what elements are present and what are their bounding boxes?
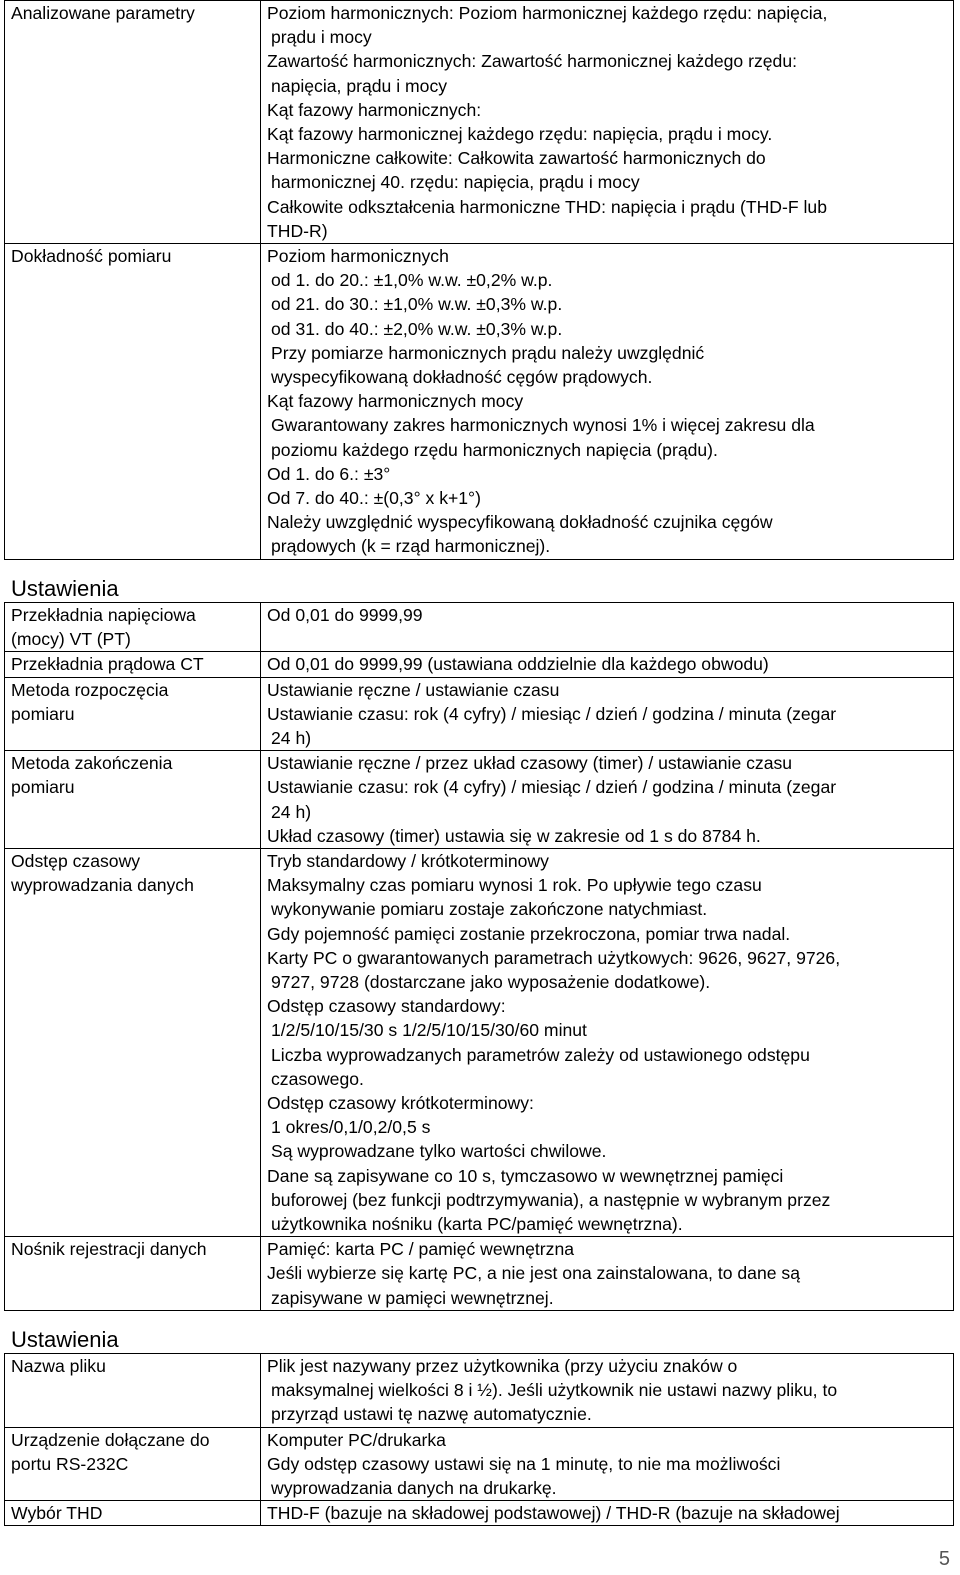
- value-line: Dane są zapisywane co 10 s, tymczasowo w wewnętrznej pamięci: [267, 1165, 784, 1186]
- value-line: Gdy pojemność pamięci zostanie przekroczona, pomiar trwa nadal.: [267, 923, 791, 944]
- value-line: Ustawianie ręczne / przez układ czasowy (timer) / ustawianie czasu: [267, 753, 793, 774]
- row-value-cell: [261, 652, 954, 677]
- value-line: Od 0,01 do 9999,99 (ustawiana oddzielnie dla każdego obwodu): [267, 654, 769, 675]
- table-row: [5, 1237, 954, 1311]
- row-label-cell: [5, 1237, 261, 1311]
- value-line: Należy uwzględnić wyspecyfikowaną dokładność czujnika cęgów: [267, 512, 773, 533]
- value-line: Ustawianie czasu: rok (4 cyfry) / miesiąc / dzień / godzina / minuta (zegar: [267, 777, 837, 798]
- value-line: Odstęp czasowy krótkoterminowy:: [267, 1093, 534, 1114]
- row-value-cell: [261, 244, 954, 560]
- row-label: portu RS-232C: [11, 1453, 129, 1474]
- value-line: Kąt fazowy harmonicznej każdego rzędu: napięcia, prądu i mocy.: [267, 124, 773, 145]
- value-line: 9727, 9728 (dostarczane jako wyposażenie dodatkowe).: [271, 972, 711, 993]
- table-row: [5, 1354, 954, 1428]
- value-line: 1/2/5/10/15/30 s 1/2/5/10/15/30/60 minut: [271, 1020, 587, 1041]
- settings-table: [4, 602, 954, 1311]
- row-label-cell: [5, 1501, 261, 1526]
- value-line: prądu i mocy: [271, 27, 372, 48]
- row-label-cell: [5, 849, 261, 1237]
- row-label-cell: [5, 244, 261, 560]
- value-line: maksymalnej wielkości 8 i ½). Jeśli użytkownik nie ustawi nazwy pliku, to: [271, 1380, 838, 1401]
- row-label: Metoda rozpoczęcia: [11, 679, 169, 700]
- table-row: [5, 1, 954, 244]
- value-line: Jeśli wybierze się kartę PC, a nie jest ona zainstalowana, to dane są: [267, 1263, 800, 1284]
- value-line: od 21. do 30.: ±1,0% w.w. ±0,3% w.p.: [271, 294, 563, 315]
- value-line: Liczba wyprowadzanych parametrów zależy od ustawionego odstępu: [271, 1044, 810, 1065]
- value-line: Są wyprowadzane tylko wartości chwilowe.: [271, 1141, 607, 1162]
- row-value-cell: [261, 1427, 954, 1501]
- row-label-cell: [5, 751, 261, 849]
- row-label: Urządzenie dołączane do: [11, 1429, 210, 1450]
- value-line: Poziom harmonicznych: Poziom harmonicznej każdego rzędu: napięcia,: [267, 3, 828, 23]
- table-row: [5, 244, 954, 560]
- row-label-cell: [5, 1354, 261, 1428]
- value-line: buforowej (bez funkcji podtrzymywania), a następnie w wybranym przez: [271, 1189, 831, 1210]
- row-value-cell: [261, 751, 954, 849]
- table-row: [5, 1427, 954, 1501]
- value-line: Zawartość harmonicznych: Zawartość harmonicznej każdego rzędu:: [267, 51, 797, 72]
- row-label: Odstęp czasowy: [11, 851, 141, 872]
- value-line: Tryb standardowy / krótkoterminowy: [267, 851, 549, 872]
- row-label: Wybór THD: [11, 1503, 103, 1524]
- value-line: THD-F (bazuje na składowej podstawowej) / THD-R (bazuje na składowej: [267, 1503, 840, 1524]
- value-line: użytkownika nośniku (karta PC/pamięć wewnętrzna).: [271, 1214, 683, 1235]
- value-line: Kąt fazowy harmonicznych:: [267, 99, 482, 120]
- row-label-cell: [5, 1, 261, 244]
- value-line: 24 h): [271, 801, 312, 822]
- table-row: [5, 1501, 954, 1526]
- value-line: Gwarantowany zakres harmonicznych wynosi 1% i więcej zakresu dla: [271, 415, 815, 436]
- value-line: Harmoniczne całkowite: Całkowita zawartość harmonicznych do: [267, 148, 766, 169]
- value-line: Poziom harmonicznych: [267, 246, 449, 267]
- row-label: Analizowane parametry: [11, 3, 195, 23]
- row-value-cell: [261, 1501, 954, 1526]
- value-line: napięcia, prądu i mocy: [271, 75, 448, 96]
- row-label: Przekładnia prądowa CT: [11, 654, 204, 675]
- row-value-cell: [261, 603, 954, 652]
- section-heading: Ustawienia: [11, 1327, 119, 1352]
- row-label: wyprowadzania danych: [11, 875, 194, 896]
- value-line: Kąt fazowy harmonicznych mocy: [267, 391, 524, 412]
- value-line: wykonywanie pomiaru zostaje zakończone natychmiast.: [271, 899, 708, 920]
- row-label-cell: [5, 677, 261, 751]
- value-line: Układ czasowy (timer) ustawia się w zakresie od 1 s do 8784 h.: [267, 825, 761, 846]
- table-row: [5, 677, 954, 751]
- value-line: Ustawianie czasu: rok (4 cyfry) / miesiąc / dzień / godzina / minuta (zegar: [267, 703, 837, 724]
- value-line: Plik jest nazywany przez użytkownika (przy użyciu znaków o: [267, 1356, 738, 1376]
- value-line: Maksymalny czas pomiaru wynosi 1 rok. Po upływie tego czasu: [267, 875, 762, 896]
- value-line: wyprowadzania danych na drukarkę.: [271, 1478, 557, 1499]
- row-label: Dokładność pomiaru: [11, 246, 172, 267]
- table-row: [5, 652, 954, 677]
- value-line: prądowych (k = rząd harmonicznej).: [271, 536, 551, 557]
- value-line: harmonicznej 40. rzędu: napięcia, prądu i mocy: [271, 172, 640, 193]
- value-line: Od 1. do 6.: ±3°: [267, 463, 391, 484]
- row-label: pomiaru: [11, 777, 75, 798]
- value-line: Gdy odstęp czasowy ustawi się na 1 minutę, to nie ma możliwości: [267, 1453, 781, 1474]
- table-row: [5, 751, 954, 849]
- row-value-cell: [261, 1354, 954, 1428]
- value-line: THD-R): [267, 220, 328, 241]
- row-value-cell: [261, 677, 954, 751]
- file-settings-table: [4, 1353, 954, 1526]
- row-value-cell: [261, 1237, 954, 1311]
- value-line: Odstęp czasowy standardowy:: [267, 996, 506, 1017]
- row-label: Metoda zakończenia: [11, 753, 173, 774]
- row-label: (mocy) VT (PT): [11, 629, 131, 650]
- value-line: od 1. do 20.: ±1,0% w.w. ±0,2% w.p.: [271, 270, 553, 291]
- value-line: czasowego.: [271, 1068, 364, 1089]
- row-label: Nazwa pliku: [11, 1356, 106, 1376]
- value-line: Od 0,01 do 9999,99: [267, 605, 423, 625]
- value-line: 24 h): [271, 728, 312, 749]
- value-line: 1 okres/0,1/0,2/0,5 s: [271, 1117, 431, 1138]
- row-label: Przekładnia napięciowa: [11, 605, 196, 625]
- value-line: poziomu każdego rzędu harmonicznych napięcia (prądu).: [271, 439, 718, 460]
- row-value-cell: [261, 849, 954, 1237]
- value-line: Pamięć: karta PC / pamięć wewnętrzna: [267, 1239, 575, 1260]
- row-label: pomiaru: [11, 703, 75, 724]
- value-line: Całkowite odkształcenia harmoniczne THD: napięcia i prądu (THD-F lub: [267, 196, 827, 217]
- row-label-cell: [5, 1427, 261, 1501]
- value-line: wyspecyfikowaną dokładność cęgów prądowych.: [271, 367, 653, 388]
- table-row: [5, 603, 954, 652]
- row-value-cell: [261, 1, 954, 244]
- row-label: Nośnik rejestracji danych: [11, 1239, 207, 1260]
- analysis-table: [4, 0, 954, 560]
- value-line: zapisywane w pamięci wewnętrznej.: [271, 1287, 554, 1308]
- section-heading: Ustawienia: [11, 576, 119, 601]
- value-line: Od 7. do 40.: ±(0,3° x k+1°): [267, 488, 481, 509]
- page-number: 5: [938, 1548, 950, 1570]
- value-line: od 31. do 40.: ±2,0% w.w. ±0,3% w.p.: [271, 318, 563, 339]
- row-label-cell: [5, 652, 261, 677]
- row-label-cell: [5, 603, 261, 652]
- value-line: przyrząd ustawi tę nazwę automatycznie.: [271, 1404, 592, 1425]
- value-line: Komputer PC/drukarka: [267, 1429, 446, 1450]
- table-row: [5, 849, 954, 1237]
- value-line: Przy pomiarze harmonicznych prądu należy uwzględnić: [271, 342, 705, 363]
- value-line: Ustawianie ręczne / ustawianie czasu: [267, 679, 560, 700]
- value-line: Karty PC o gwarantowanych parametrach użytkowych: 9626, 9627, 9726,: [267, 947, 841, 968]
